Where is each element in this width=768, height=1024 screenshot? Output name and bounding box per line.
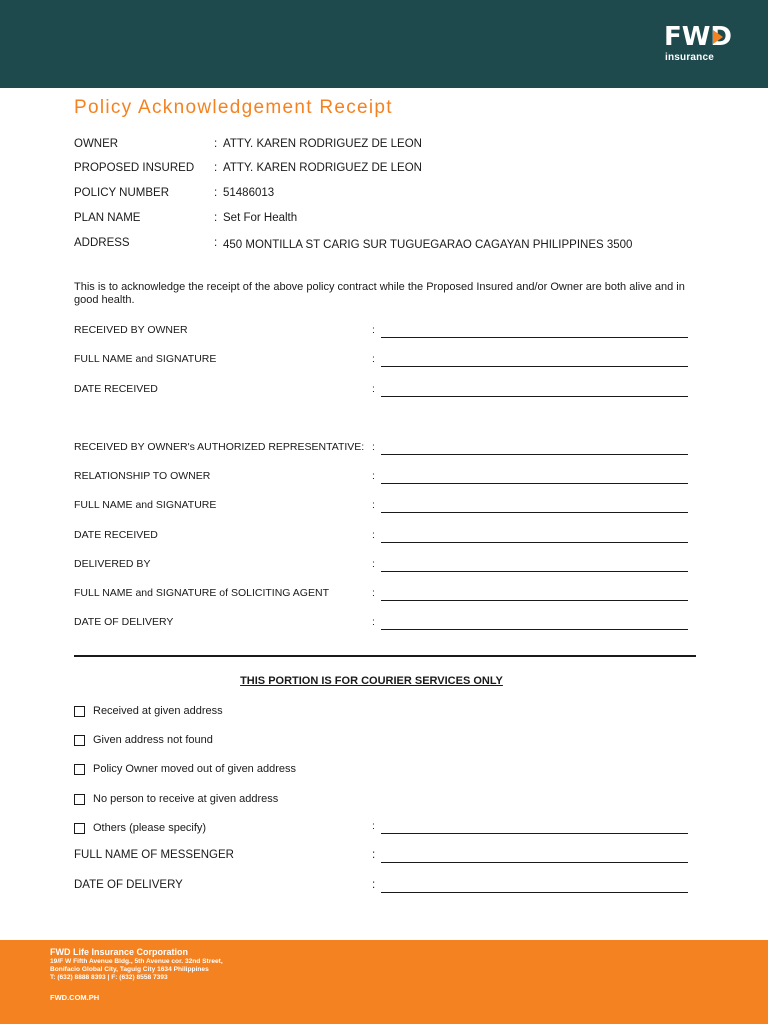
proposed-insured-value: ATTY. KAREN RODRIGUEZ DE LEON	[223, 162, 422, 174]
checkbox[interactable]	[74, 735, 85, 746]
checkbox[interactable]	[74, 764, 85, 775]
relationship-to-owner-field[interactable]: RELATIONSHIP TO OWNER :	[74, 468, 688, 486]
address-value: 450 MONTILLA ST CARIG SUR TUGUEGARAO CAGAYAN PHILIPPINES 3500	[223, 239, 633, 251]
rep-full-name-signature-field[interactable]: FULL NAME and SIGNATURE :	[74, 497, 688, 515]
footer-address-line: Bonifacio Global City, Taguig City 1634 Philippines	[50, 966, 209, 973]
info-row-policy-number: POLICY NUMBER : 51486013	[74, 187, 274, 203]
rep-date-received-field[interactable]: DATE RECEIVED :	[74, 527, 688, 545]
received-by-owner-field[interactable]: RECEIVED BY OWNER :	[74, 322, 688, 340]
signature-line[interactable]	[381, 483, 688, 484]
owner-full-name-signature-field[interactable]: FULL NAME and SIGNATURE :	[74, 351, 688, 369]
section-divider	[74, 655, 696, 657]
plan-name-value: Set For Health	[223, 212, 298, 224]
policy-number-value: 51486013	[223, 187, 275, 199]
info-row-owner: OWNER : ATTY. KAREN RODRIGUEZ DE LEON	[74, 138, 422, 154]
signature-line[interactable]	[381, 337, 688, 338]
owner-date-received-field[interactable]: DATE RECEIVED :	[74, 381, 688, 399]
signature-line[interactable]	[381, 629, 688, 630]
option-received-at-address[interactable]: Received at given address	[74, 703, 223, 719]
messenger-date-of-delivery-field[interactable]: DATE OF DELIVERY :	[74, 877, 688, 895]
logo-word: FWD	[663, 22, 732, 52]
footer-company: FWD Life Insurance Corporation	[50, 947, 189, 957]
messenger-name-field[interactable]: FULL NAME OF MESSENGER :	[74, 847, 688, 865]
delivered-by-field[interactable]: DELIVERED BY :	[74, 556, 688, 574]
signature-line[interactable]	[381, 833, 688, 834]
acknowledgement-text: This is to acknowledge the receipt of the above policy contract while the Proposed Insured and/or Owner are both alive and in good health.	[74, 281, 685, 306]
fwd-logo	[664, 24, 732, 63]
footer-address-line: 19/F W Fifth Avenue Bldg., 5th Avenue cor. 32nd Street,	[50, 958, 223, 965]
soliciting-agent-signature-field[interactable]: FULL NAME and SIGNATURE of SOLICITING AGENT :	[74, 585, 688, 603]
info-row-plan-name: PLAN NAME : Set For Health	[74, 212, 297, 228]
option-owner-moved-out[interactable]: Policy Owner moved out of given address	[74, 761, 296, 777]
others-specify-field[interactable]: :	[74, 818, 688, 836]
date-of-delivery-field[interactable]: DATE OF DELIVERY :	[74, 614, 688, 632]
page-footer	[0, 940, 768, 1024]
info-row-address: ADDRESS : 450 MONTILLA ST CARIG SUR TUGUEGARAO CAGAYAN PHILIPPINES 3500	[74, 237, 632, 253]
courier-section-title: THIS PORTION IS FOR COURIER SERVICES ONLY	[240, 675, 503, 687]
logo-subtitle: insurance	[664, 52, 715, 63]
footer-contact-line: T: (632) 8888 8393 | F: (632) 8558 7393	[50, 974, 168, 981]
signature-line[interactable]	[381, 454, 688, 455]
received-by-representative-field[interactable]: RECEIVED BY OWNER's AUTHORIZED REPRESENTATIVE: :	[74, 439, 688, 457]
signature-line[interactable]	[381, 892, 688, 893]
signature-line[interactable]	[381, 366, 688, 367]
option-address-not-found[interactable]: Given address not found	[74, 732, 213, 748]
option-no-person-to-receive[interactable]: No person to receive at given address	[74, 791, 278, 807]
footer-website: FWD.COM.PH	[50, 993, 100, 1002]
checkbox[interactable]	[74, 706, 85, 717]
info-row-proposed-insured: PROPOSED INSURED : ATTY. KAREN RODRIGUEZ DE LEON	[74, 162, 422, 178]
signature-line[interactable]	[381, 512, 688, 513]
signature-line[interactable]	[381, 571, 688, 572]
signature-line[interactable]	[381, 862, 688, 863]
option-others[interactable]: Others (please specify)	[74, 820, 206, 836]
checkbox[interactable]	[74, 794, 85, 805]
play-triangle-icon	[713, 30, 723, 44]
signature-line[interactable]	[381, 600, 688, 601]
owner-value: ATTY. KAREN RODRIGUEZ DE LEON	[223, 138, 422, 150]
page-title: Policy Acknowledgement Receipt	[74, 97, 393, 118]
signature-line[interactable]	[381, 396, 688, 397]
page-header	[0, 0, 768, 88]
signature-line[interactable]	[381, 542, 688, 543]
